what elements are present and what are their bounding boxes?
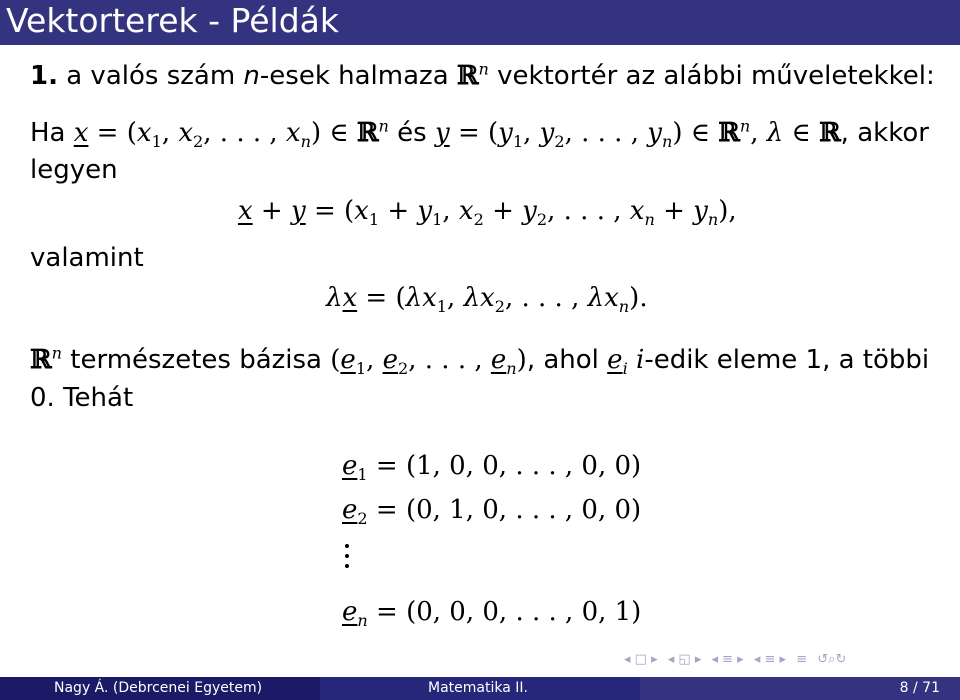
nav-prev-section-icon[interactable]: ◂ ≡ ▸ bbox=[711, 652, 744, 667]
slide-footer bbox=[0, 677, 960, 700]
footer-middle bbox=[320, 677, 640, 700]
math-y-def: $y = (y_1$, $y_2$, . . . , $y_n$) ∈ ℝ$^n$, λ ∈ ℝ bbox=[434, 116, 841, 152]
slide-title-bar bbox=[0, 0, 960, 45]
text-p1b: n bbox=[243, 61, 260, 91]
nav-search-icon[interactable]: ↺⌕↻ bbox=[817, 652, 847, 667]
text-p1c: -esek halmaza bbox=[259, 61, 449, 91]
equation-en: $e_n = (0$, 0, 0, . . . , 0, 1) bbox=[342, 597, 642, 631]
footer-course: Matematika II. bbox=[428, 680, 528, 696]
text-akkor: , akkor bbox=[840, 118, 929, 148]
math-Rn-2: ℝ$^n$ bbox=[30, 343, 62, 375]
text-es: és bbox=[397, 118, 427, 148]
math-ei: $e_i$ i bbox=[607, 345, 645, 379]
math-Rn: ℝ$^n$ bbox=[456, 59, 489, 91]
text-p1d: vektortér az alábbi műveletekkel: bbox=[497, 61, 935, 91]
text-valamint: valamint bbox=[30, 243, 144, 273]
nav-slide-icon[interactable]: ≡ bbox=[796, 652, 808, 667]
text-ha: Ha bbox=[30, 118, 66, 148]
math-x-def: $x = (x_1$, $x_2$, . . . , $x_n$) ∈ ℝ$^n$ bbox=[73, 116, 389, 152]
beamer-navigation bbox=[624, 652, 852, 668]
slide-title: Vektorterek - Példák bbox=[6, 1, 339, 40]
math-basis: ($e_1$, $e_2$, . . . , $e_n$) bbox=[330, 345, 527, 379]
text-basis-b: , ahol bbox=[526, 345, 599, 375]
text-legyen: legyen bbox=[30, 155, 118, 185]
text-basis-a: természetes bázisa bbox=[70, 345, 322, 375]
footer-author: Nagy Á. (Debrcenei Egyetem) bbox=[54, 680, 263, 696]
text-tehat: 0. Tehát bbox=[30, 383, 134, 413]
text-basis-c: -edik eleme 1, a többi bbox=[644, 345, 930, 375]
basis-line bbox=[30, 343, 930, 379]
equation-e2: $e_2 = (0$, 1, 0, . . . , 0, 0) bbox=[342, 495, 642, 529]
footer-left bbox=[0, 677, 320, 700]
vertical-dots bbox=[342, 544, 352, 574]
equation-e1: $e_1 = (1$, 0, 0, . . . , 0, 0) bbox=[342, 451, 642, 485]
equation-scalar: $\lambda x = (\lambda x_1$, $\lambda x_2$, . . . , $\lambda x_n$). bbox=[326, 283, 648, 317]
nav-prev-subsection-icon[interactable]: ◂ ◱ ▸ bbox=[667, 652, 702, 667]
nav-next-section-icon[interactable]: ◂ ≡ ▸ bbox=[753, 652, 787, 667]
footer-page-number: 8 / 71 bbox=[899, 680, 940, 696]
paragraph-1 bbox=[30, 60, 935, 92]
footer-right bbox=[640, 677, 960, 700]
definition-line bbox=[30, 116, 929, 152]
text-p1a: a valós szám bbox=[66, 61, 236, 91]
equation-sum: $x + y = (x_1 + y_1$, $x_2 + y_2$, . . . , $x_n + y_n$), bbox=[238, 196, 737, 230]
nav-prev-frame-icon[interactable]: ◂ □ ▸ bbox=[624, 652, 658, 667]
item-number: 1. bbox=[30, 61, 58, 91]
